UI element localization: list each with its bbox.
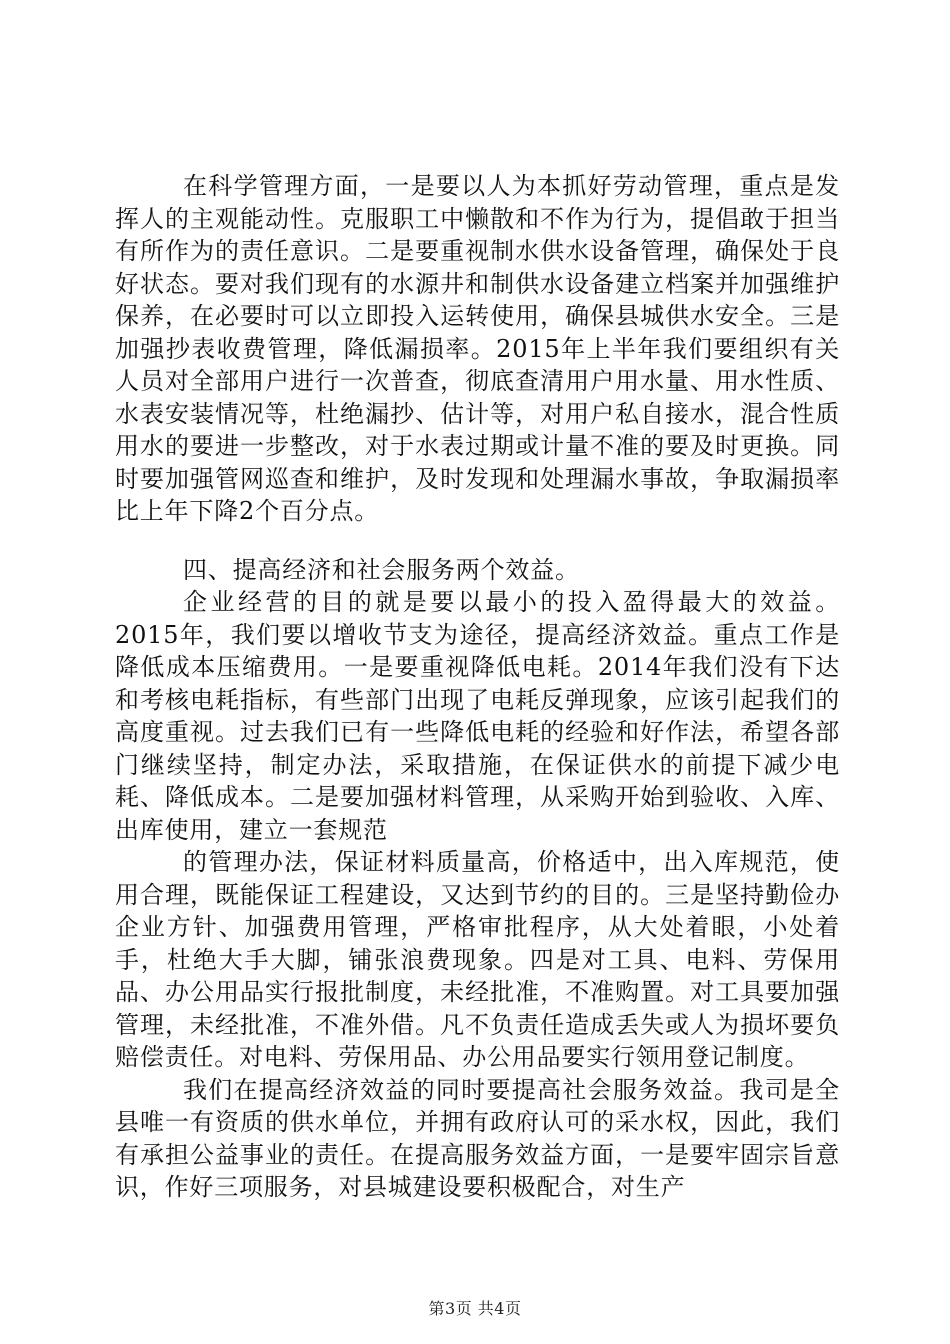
paragraph-economic-benefit: 企业经营的目的就是要以最小的投入盈得最大的效益。2015年，我们要以增收节支为途径，提高经济效益。重点工作是降低成本压缩费用。一是要重视降低电耗。2014年我们没有下达和考核电耗指标，有些部门出现了电耗反弹现象，应该引起我们的高度重视。过去我们已有一些降低电耗的经验和好作法，希望各部门继续坚持，制定办法，采取措施，在保证供水的前提下减少电耗、降低成本。二是要加强材料管理，从采购开始到验收、入库、出库使用，建立一套规范 (115, 588, 840, 844)
page-footer: 第3页 共4页 (428, 1299, 522, 1318)
document-body (115, 170, 840, 1204)
paragraph-scientific-management: 在科学管理方面，一是要以人为本抓好劳动管理，重点是发挥人的主观能动性。克服职工中懒散和不作为行为，提倡敢于担当有所作为的责任意识。二是要重视制水供水设备管理，确保处于良好状态。要对我们现有的水源井和制供水设备建立档案并加强维护保养，在必要时可以立即投入运转使用，确保县城供水安全。三是加强抄表收费管理，降低漏损率。2015年上半年我们要组织有关人员对全部用户进行一次普查，彻底查清用户用水量、用水性质、水表安装情况等，杜绝漏抄、估计等，对用户私自接水，混合性质用水的要进一步整改，对于水表过期或计量不准的要及时更换。同时要加强管网巡查和维护，及时发现和处理漏水事故，争取漏损率比上年下降2个百分点。 (115, 172, 840, 525)
paragraph-social-benefit: 我们在提高经济效益的同时要提高社会服务效益。我司是全县唯一有资质的供水单位，并拥有政府认可的采水权，因此，我们有承担公益事业的责任。在提高服务效益方面，一是要牢固宗旨意识，作好三项服务，对县城建设要积极配合，对生产 (115, 1075, 840, 1201)
section-heading: 四、提高经济和社会服务两个效益。 (183, 555, 580, 584)
paragraph-materials-management: 的管理办法，保证材料质量高，价格适中，出入库规范，使用合理，既能保证工程建设，又达到节约的目的。三是坚持勤俭办企业方针、加强费用管理，严格审批程序，从大处着眼，小处着手，杜绝大手大脚，铺张浪费现象。四是对工具、电料、劳保用品、办公用品实行报批制度，未经批准，不准购置。对工具要加强管理，未经批准，不准外借。凡不负责任造成丢失或人为损坏要负赔偿责任。对电料、劳保用品、办公用品要实行领用登记制度。 (115, 848, 840, 1071)
